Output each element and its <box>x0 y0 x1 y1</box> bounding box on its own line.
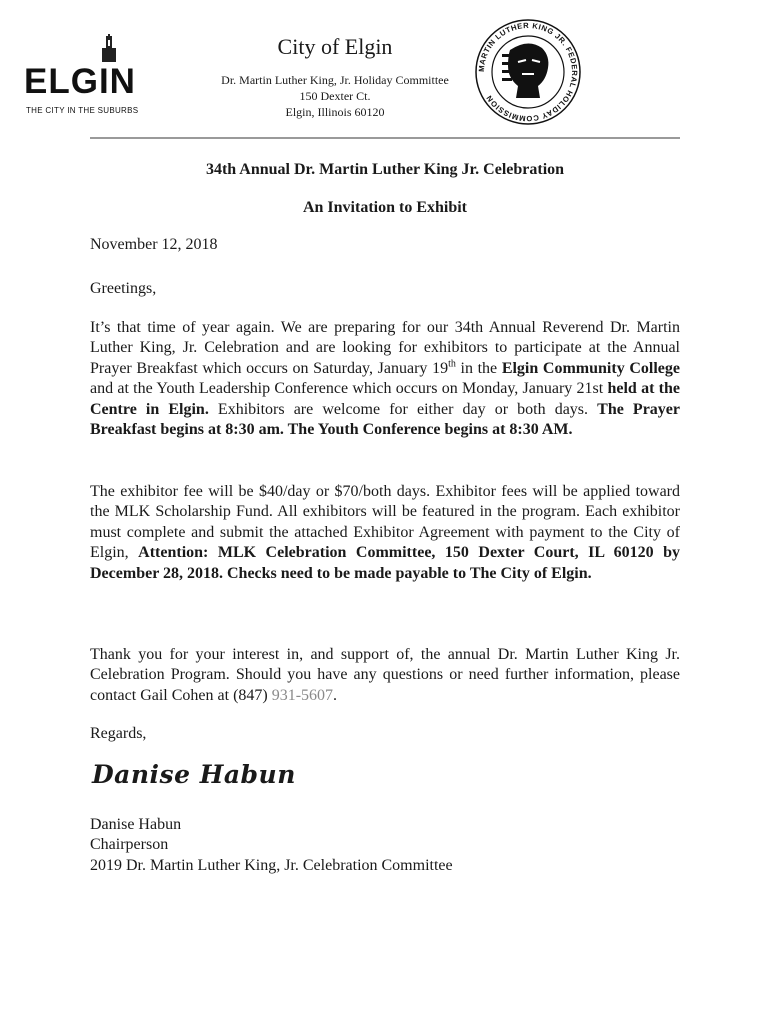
paragraph-contact <box>90 645 680 706</box>
p3-text-a: Thank you for your interest in, and support of, the annual Dr. Martin Luther King Jr. Celebration Program. Should you have any questions or need further information, please contact Gail Cohen at (847) <box>90 646 680 704</box>
paragraph-event-details <box>90 318 680 440</box>
letter-date: November 12, 2018 <box>90 236 218 253</box>
logo-tagline: THE CITY IN THE SUBURBS <box>26 106 139 115</box>
portrait-icon <box>502 43 548 98</box>
signer-name: Danise Habun <box>90 816 182 833</box>
p2-text-a: The exhibitor fee will be $40/day or $70/both days. Exhibitor fees will be applied toward the MLK Scholarship Fund. All exhibitors will be featured in the program. Each exhibitor must complete and submit the attached Exhibitor Agreement with payment to the City of Elgin, <box>90 483 680 562</box>
p1-start-times: The Prayer Breakfast begins at 8:30 am. The Youth Conference begins at 8:30 AM. <box>90 400 680 439</box>
mlk-holiday-commission-seal <box>470 16 586 128</box>
p1-venue-college: Elgin Community College <box>501 359 681 377</box>
p1-text-d: Exhibitors are welcome for either day or both days. <box>208 400 598 418</box>
p2-payment-details: Attention: MLK Celebration Committee, 150 Dexter Court, IL 60120 by December 28, 2018. Checks need to be made payable to The City of Elgin. <box>90 544 681 582</box>
contact-phone: 931-5607 <box>271 686 334 704</box>
p1-text-b: in the <box>455 359 502 377</box>
city-state-zip: Elgin, Illinois 60120 <box>285 105 385 119</box>
committee-name: Dr. Martin Luther King, Jr. Holiday Committee <box>221 73 449 87</box>
p1-ordinal: th <box>448 358 456 370</box>
signature-block <box>90 815 680 876</box>
logo-wordmark: ELGIN <box>24 62 136 101</box>
header-divider <box>90 137 680 139</box>
paragraph-exhibitor-fee <box>90 482 680 584</box>
p1-text-c: and at the Youth Leadership Conference which occurs on Monday, January 21st <box>90 380 608 398</box>
p3-text-end: . <box>333 686 338 704</box>
signer-committee: 2019 Dr. Martin Luther King, Jr. Celebration Committee <box>90 856 453 874</box>
city-tower-icon <box>100 34 118 64</box>
invitation-subtitle: An Invitation to Exhibit <box>302 199 468 216</box>
p1-venue-centre: held at the Centre in Elgin. <box>90 380 680 418</box>
handwritten-signature: Danise Habun <box>92 760 296 789</box>
greeting: Greetings, <box>90 280 157 297</box>
letterhead-address <box>190 34 480 120</box>
city-name: City of Elgin <box>277 34 393 59</box>
closing-regards: Regards, <box>90 725 147 742</box>
signer-title: Chairperson <box>90 836 169 854</box>
elgin-logo <box>24 34 174 124</box>
event-title: 34th Annual Dr. Martin Luther King Jr. Celebration <box>205 161 565 178</box>
p1-text-a: It’s that time of year again. We are preparing for our 34th Annual Reverend Dr. Martin Luther King, Jr. Celebration and are looking for exhibitors to participate at the Annual Prayer Breakfast which occurs on Saturday, January 19 <box>90 319 680 377</box>
street-address: 150 Dexter Ct. <box>299 89 371 103</box>
seal-text: MARTIN LUTHER KING JR. FEDERAL HOLIDAY COMMISSION <box>476 20 580 124</box>
